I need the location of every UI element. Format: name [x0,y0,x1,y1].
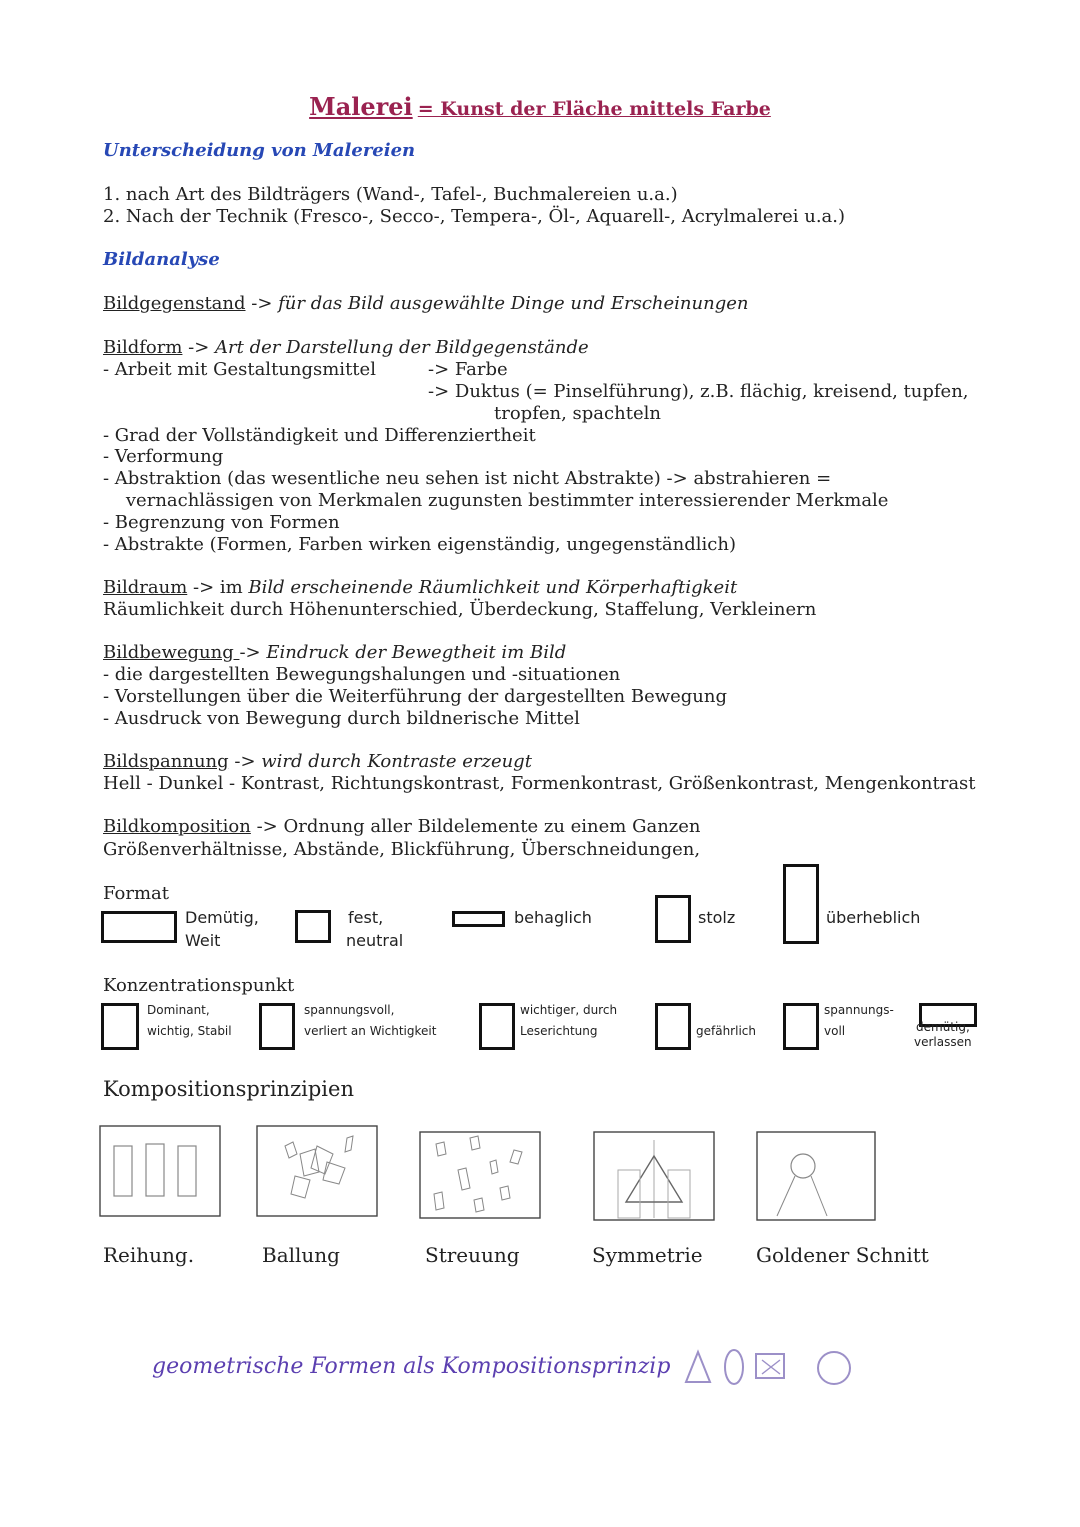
definition: Eindruck der Bewegtheit im Bild [266,642,567,663]
format-box-square [295,910,331,943]
konzentration-label: spannungs- [824,1003,894,1017]
format-box-wide [101,911,177,943]
list-item: vernachlässigen von Merkmalen zugunsten bestimmter interessierender Merkmale [103,490,889,511]
komposition-label: Ballung [262,1243,340,1267]
term: Bildgegenstand [103,293,246,314]
format-label: behaglich [514,908,592,927]
definition: Bild erscheinende Räumlichkeit und Körperhaftigkeit [248,577,738,598]
list-item: - die dargestellten Bewegungshalungen und -situationen [103,664,621,685]
list-item: - Abstrakte (Formen, Farben wirken eigenständig, ungegenständlich) [103,534,736,555]
term: Bildform [103,337,183,358]
konzentration-label: demütig, [916,1020,970,1034]
list-item: - Verformung [103,446,224,467]
sketch-ballung [255,1124,380,1219]
komposition-label: Symmetrie [592,1243,703,1267]
format-box-tall [655,895,691,943]
format-label: Weit [185,931,221,950]
format-label: stolz [698,908,736,927]
page-title [0,92,1080,121]
konzentration-box [479,1003,515,1050]
bildspannung-detail: Hell - Dunkel - Kontrast, Richtungskontrast, Formenkontrast, Größenkontrast, Mengenkontrast [103,773,976,794]
farbe-line: -> Farbe [428,359,508,380]
bildform-line [103,337,589,359]
arrow: -> [239,642,267,663]
list-item: - Abstraktion (das wesentliche neu sehen ist nicht Abstrakte) -> abstrahieren = [103,468,832,489]
bildkomposition-detail: Größenverhältnisse, Abstände, Blickführung, Überschneidungen, [103,839,701,860]
konzentration-box [655,1003,691,1050]
term: Bildkomposition [103,816,251,837]
duktus-line: -> Duktus (= Pinselführung), z.B. flächig, kreisend, tupfen, [428,381,969,402]
bildbewegung-line [103,642,566,664]
sketch-goldener-schnitt [755,1130,880,1225]
bildraum-detail: Räumlichkeit durch Höhenunterschied, Überdeckung, Staffelung, Verkleinern [103,599,817,620]
definition: für das Bild ausgewählte Dinge und Erscheinungen [278,293,749,314]
komposition-label: Streuung [425,1243,520,1267]
konzentration-label: verliert an Wichtigkeit [304,1024,437,1038]
konzentration-label: wichtig, Stabil [147,1024,232,1038]
list-item: - Ausdruck von Bewegung durch bildnerische Mittel [103,708,580,729]
bildraum-line [103,577,737,599]
arrow: -> [245,293,279,314]
format-label: neutral [346,931,404,950]
list-item: 1. nach Art des Bildträgers (Wand-, Tafel-, Buchmalereien u.a.) [103,184,678,205]
konzentration-box [783,1003,819,1050]
bildgegenstand-line [103,293,748,315]
list-item: - Begrenzung von Formen [103,512,340,533]
rest: -> Ordnung aller Bildelemente zu einem Ganzen [250,816,701,837]
duktus-line-2: tropfen, spachteln [494,403,661,424]
konzentration-label: spannungsvoll, [304,1003,395,1017]
list-item: 2. Nach der Technik (Fresco-, Secco-, Tempera-, Öl-, Aquarell-, Acrylmalerei u.a.) [103,206,846,227]
konzentration-label: verlassen [914,1035,972,1049]
title-main: Malerei [309,92,413,121]
arrow: -> [182,337,216,358]
geometric-shapes-sketch [684,1346,854,1390]
konzentration-label: voll [824,1024,846,1038]
konzentration-label: Leserichtung [520,1024,598,1038]
heading-bildanalyse: Bildanalyse [103,249,220,270]
heading-unterscheidung: Unterscheidung von Malereien [103,140,416,161]
sketch-symmetrie [592,1130,717,1225]
komposition-heading: Kompositionsprinzipien [103,1077,354,1101]
format-box-very-tall [783,864,819,944]
definition: Art der Darstellung der Bildgegenstände [215,337,589,358]
konzentration-box [259,1003,295,1050]
term: Bildbewegung [103,642,240,663]
list-item: - Vorstellungen über die Weiterführung der dargestellten Bewegung [103,686,728,707]
handwritten-note: geometrische Formen als Kompositionsprinzip [152,1354,671,1379]
konzentration-label: gefährlich [696,1024,756,1038]
konzentration-label: wichtiger, durch [520,1003,618,1017]
komposition-label: Goldener Schnitt [756,1243,929,1267]
format-box-flat [452,911,505,927]
format-label: überheblich [826,908,921,927]
list-item: - Grad der Vollständigkeit und Differenziertheit [103,425,536,446]
gestaltung-line: - Arbeit mit Gestaltungsmittel [103,359,376,380]
term: Bildraum [103,577,188,598]
bildkomposition-line [103,816,701,838]
arrow: -> im [187,577,249,598]
format-heading: Format [103,883,169,904]
title-sub: = Kunst der Fläche mittels Farbe [417,98,771,120]
format-label: fest, [348,908,384,927]
arrow: -> [228,751,262,772]
konzentration-label: Dominant, [147,1003,210,1017]
bildspannung-line [103,751,532,773]
term: Bildspannung [103,751,229,772]
konzentration-heading: Konzentrationspunkt [103,975,295,996]
konzentration-box [101,1003,139,1050]
definition: wird durch Kontraste erzeugt [261,751,532,772]
komposition-label: Reihung. [103,1243,195,1267]
sketch-reihung [98,1124,223,1219]
format-label: Demütig, [185,908,259,927]
sketch-streuung [418,1130,543,1225]
